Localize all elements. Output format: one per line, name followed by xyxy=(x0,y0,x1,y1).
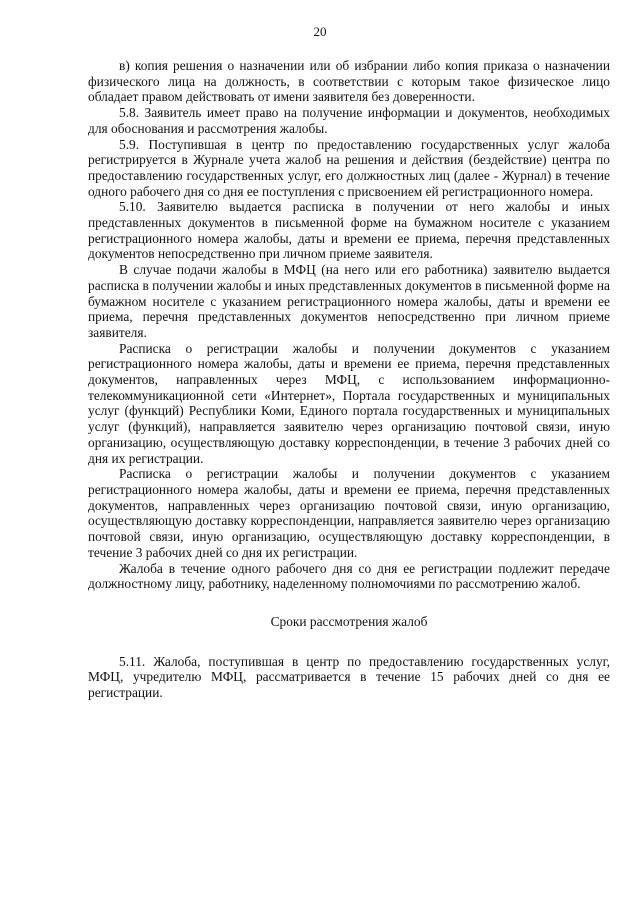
paragraph-mfc-receipt: В случае подачи жалобы в МФЦ (на него или его работника) заявителю выдается расписка в получении жалобы и иных представленных документов в письменной форме на бумажном носителе с указанием регистрационного номера жалобы, даты и времени ее приема, перечня представленных документов непосредственно при личном приеме заявителя. xyxy=(88,262,610,340)
paragraph-copy-of-decision: в) копия решения о назначении или об избрании либо копия приказа о назначении физического лица на должность, в соответствии с которым такое физическое лицо обладает правом действовать от имени заявителя без доверенности. xyxy=(88,58,610,105)
page-number: 20 xyxy=(313,24,327,39)
paragraph-receipt-internet: Расписка о регистрации жалобы и получении документов с указанием регистрационного номера жалобы, даты и времени ее приема, перечня представленных документов, направленных через МФЦ, с использованием информационно-телекоммуникационной сети «Интернет», Портала государственных и муниципальных услуг (функций) Республики Коми, Единого портала государственных и муниципальных услуг (функций), направляется заявителю через организацию почтовой связи, иную организацию, осуществляющую доставку корреспонденции, в течение 3 рабочих дней со дня их регистрации. xyxy=(88,340,610,466)
paragraph-5-8: 5.8. Заявитель имеет право на получение информации и документов, необходимых для обоснования и рассмотрения жалобы. xyxy=(88,105,610,136)
paragraph-5-10: 5.10. Заявителю выдается расписка в получении от него жалобы и иных представленных документов в письменной форме на бумажном носителе с указанием регистрационного номера жалобы, даты и времени ее приема, перечня представленных документов непосредственно при личном приеме заявителя. xyxy=(88,199,610,262)
document-body xyxy=(88,58,610,701)
paragraph-5-11: 5.11. Жалоба, поступившая в центр по предоставлению государственных услуг, МФЦ, учредителю МФЦ, рассматривается в течение 15 рабочих дней со дня ее регистрации. xyxy=(88,653,610,701)
section-heading: Сроки рассмотрения жалоб xyxy=(270,613,428,629)
paragraph-5-9: 5.9. Поступившая в центр по предоставлению государственных услуг жалоба регистрируется в Журнале учета жалоб на решения и действия (бездействие) центра по предоставлению государственных услуг, его должностных лиц (далее - Журнал) в течение одного рабочего дня со дня ее поступления с присвоением ей регистрационного номера. xyxy=(88,136,610,199)
paragraph-transfer-to-official: Жалоба в течение одного рабочего дня со дня ее регистрации подлежит передаче должностному лицу, работнику, наделенному полномочиями по рассмотрению жалоб. xyxy=(88,560,610,592)
paragraph-receipt-postal: Расписка о регистрации жалобы и получении документов с указанием регистрационного номера жалобы, даты и времени ее приема, перечня представленных документов, направленных через организацию почтовой связи, иную организацию, осуществляющую доставку корреспонденции, направляется заявителю через организацию почтовой связи, иную организацию, осуществляющую доставку корреспонденции, в течение 3 рабочих дней со дня их регистрации. xyxy=(88,466,610,560)
